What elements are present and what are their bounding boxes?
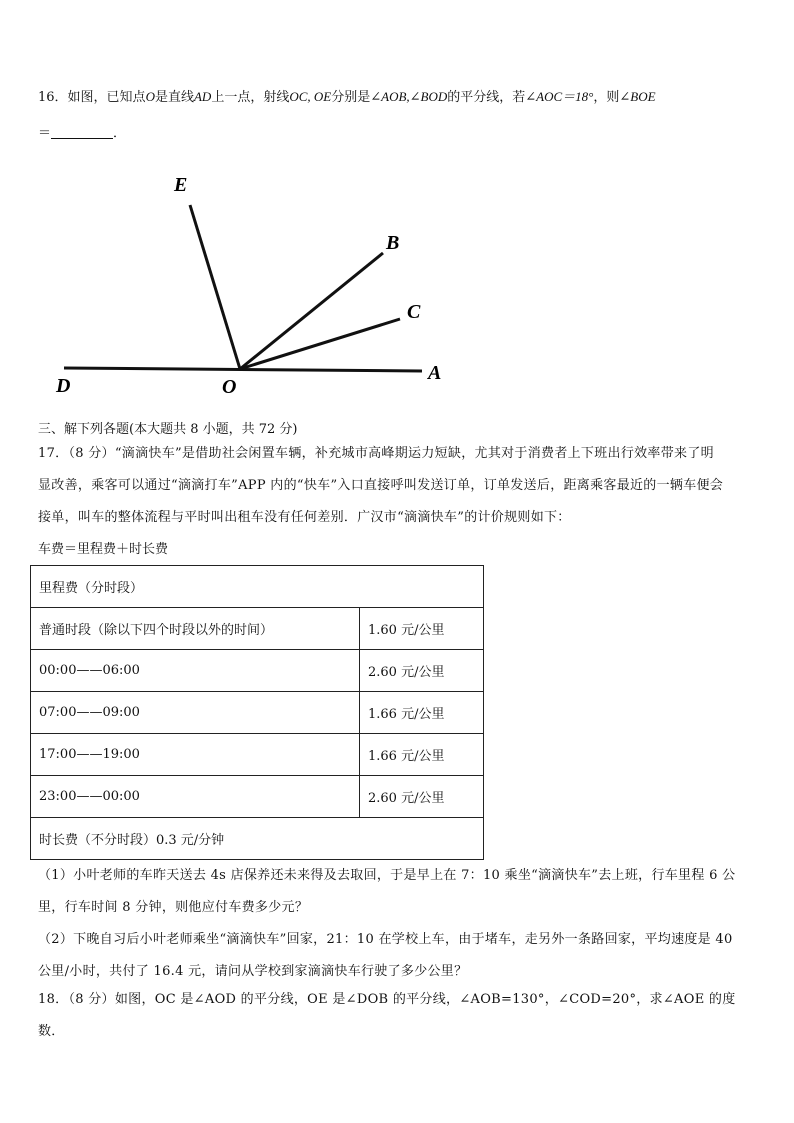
q17-line: 接单，叫车的整体流程与平时叫出租车没有任何差别．广汉市“滴滴快车”的计价规则如下：: [38, 510, 571, 525]
table-footer-cell: 时长费（不分时段）0.3 元/分钟: [31, 818, 484, 860]
period-cell: 普通时段（除以下四个时段以外的时间）: [31, 608, 360, 650]
label-a: A: [428, 362, 442, 384]
label-b: B: [386, 232, 400, 254]
table-row: [31, 692, 484, 734]
table-row: [31, 734, 484, 776]
section-heading: 三、解下列各题(本大题共 8 小题，共 72 分): [38, 422, 298, 437]
price-cell: 1.60 元/公里: [360, 608, 484, 650]
price-cell: 2.60 元/公里: [360, 650, 484, 692]
label-o: O: [222, 376, 237, 398]
price-cell: 1.66 元/公里: [360, 734, 484, 776]
rays: OC, OE: [289, 89, 332, 104]
period: ．: [113, 126, 127, 141]
table-row: [31, 608, 484, 650]
q17-part2-line: 公里/小时，共付了 16.4 元，请问从学校到家滴滴快车行驶了多少公里？: [38, 964, 468, 979]
price-cell: 2.60 元/公里: [360, 776, 484, 818]
price-cell: 1.66 元/公里: [360, 692, 484, 734]
q17-sub-questions: [38, 860, 763, 988]
asked-angle: ∠BOE: [619, 89, 656, 104]
fare-formula: 车费＝里程费＋时长费: [38, 542, 169, 557]
angles: ∠AOB,∠BOD: [370, 89, 448, 104]
equals-sign: ＝: [38, 126, 52, 141]
q16-text: 如图，已知点: [67, 90, 146, 105]
q16-text: 分别是: [331, 90, 371, 105]
q16-text: 的平分线，若: [447, 90, 526, 105]
q17-part1-line: 里，行车时间 8 分钟，则他应付车费多少元？: [38, 900, 309, 915]
question-number: 16．: [38, 90, 68, 105]
q17-line: 显改善，乘客可以通过“滴滴打车”APP 内的“快车”入口直接呼叫发送订单，订单发送后，距离乘客最近的一辆车便会: [38, 478, 724, 493]
label-c: C: [407, 301, 421, 323]
question-18: [38, 984, 763, 1048]
table-header-cell: 里程费（分时段）: [31, 566, 484, 608]
fare-table: [30, 565, 484, 860]
period-cell: 00:00——06:00: [31, 650, 360, 692]
q17-part2-line: （2）下晚自习后小叶老师乘坐“滴滴快车”回家，21：10 在学校上车，由于堵车，走另外一条路回家，平均速度是 40: [38, 932, 733, 947]
table-row: [31, 776, 484, 818]
q18-line: 18．（8 分）如图，OC 是∠AOD 的平分线，OE 是∠DOB 的平分线，∠AOB=130°，∠COD=20°，求∠AOE 的度: [38, 992, 736, 1007]
given-angle: ∠AOC＝18°: [525, 89, 594, 104]
q18-line: 数．: [38, 1024, 65, 1039]
ray-oe: [190, 205, 240, 369]
angle-diagram: [0, 160, 794, 410]
q16-text: 是直线: [154, 90, 194, 105]
table-footer-row: [31, 818, 484, 860]
period-cell: 07:00——09:00: [31, 692, 360, 734]
period-cell: 23:00——00:00: [31, 776, 360, 818]
line-ad: AD: [193, 89, 212, 104]
label-d: D: [56, 375, 71, 397]
q16-text: 上一点，射线: [211, 90, 290, 105]
q16-text: ，则: [593, 90, 620, 105]
label-e: E: [174, 174, 188, 196]
q17-line: 17．（8 分）“滴滴快车”是借助社会闲置车辆，补充城市高峰期运力短缺，尤其对于消费者上下班出行效率带来了明: [38, 446, 714, 461]
table-row: [31, 650, 484, 692]
period-cell: 17:00——19:00: [31, 734, 360, 776]
ray-oc: [240, 319, 400, 369]
answer-line: [38, 124, 126, 143]
ray-ob: [240, 253, 383, 369]
question-16: [38, 88, 656, 107]
question-17: [38, 438, 763, 534]
point-o: O: [145, 89, 155, 104]
q17-part1-line: （1）小叶老师的车昨天送去 4s 店保养还未来得及去取回，于是早上在 7：10 乘坐“滴滴快车”去上班，行车里程 6 公: [38, 868, 736, 883]
answer-blank[interactable]: [51, 124, 113, 139]
table-header-row: [31, 566, 484, 608]
